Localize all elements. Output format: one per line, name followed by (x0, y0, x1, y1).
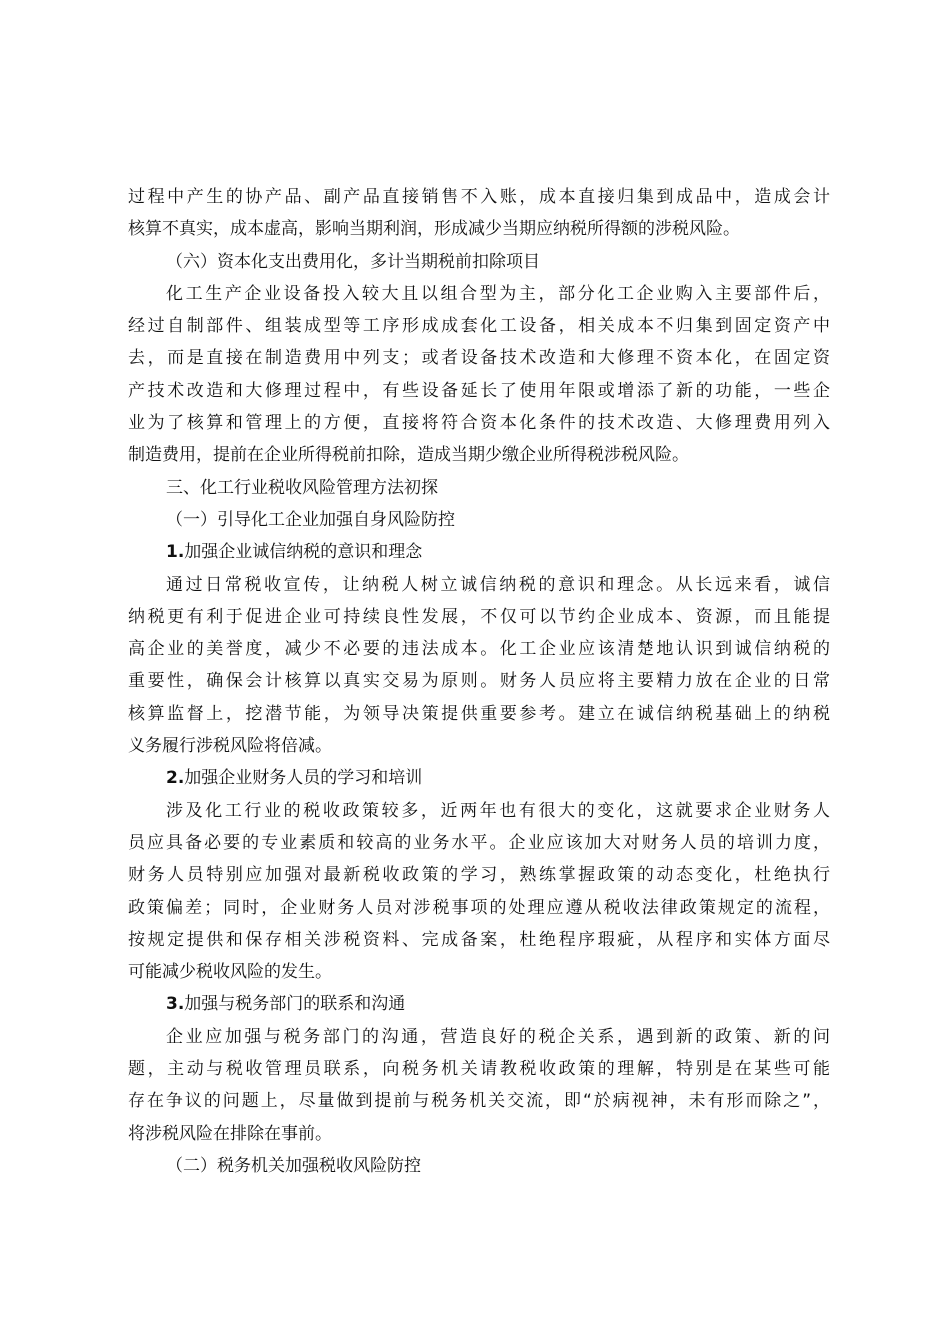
paragraph-line: 核算不真实，成本虚高，影响当期利润，形成减少当期应纳税所得额的涉税风险。 (128, 219, 740, 240)
paragraph-line: 去，而是直接在制造费用中列支；或者设备技术改造和大修理不资本化，在固定资 (128, 348, 830, 369)
paragraph-line: 经过自制部件、组装成型等工序形成成套化工设备，相关成本不归集到固定资产中 (128, 316, 830, 337)
subsection-title: 加强与税务部门的联系和沟通 (184, 994, 406, 1015)
paragraph-line: 高企业的美誉度，减少不必要的违法成本。化工企业应该清楚地认识到诚信纳税的 (128, 639, 830, 660)
subsection-number: 1. (166, 542, 185, 563)
paragraph-line: 过程中产生的协产品、副产品直接销售不入账，成本直接归集到成品中，造成会计 (128, 187, 830, 207)
document-page (128, 181, 830, 1182)
paragraph-line: 义务履行涉税风险将倍减。 (128, 736, 332, 757)
section-heading-2: （二）税务机关加强税收风险防控 (166, 1155, 421, 1176)
paragraph-line: 可能减少税收风险的发生。 (128, 962, 332, 983)
paragraph-line: 重要性，确保会计核算以真实交易为原则。财务人员应将主要精力放在企业的日常 (128, 671, 830, 692)
paragraph-line: 将涉税风险在排除在事前。 (128, 1123, 332, 1144)
subsection-title: 加强企业财务人员的学习和培训 (184, 768, 423, 789)
paragraph-line: 业为了核算和管理上的方便，直接将符合资本化条件的技术改造、大修理费用列入 (128, 413, 830, 434)
paragraph-line: 存在争议的问题上，尽量做到提前与税务机关交流，即“於病视神，未有形而除之”， (128, 1091, 830, 1112)
subsection-heading-3 (128, 988, 830, 1020)
paragraph-line: 产技术改造和大修理过程中，有些设备延长了使用年限或增添了新的功能，一些企 (128, 380, 830, 401)
paragraph-line: 员应具备必要的专业素质和较高的业务水平。企业应该加大对财务人员的培训力度， (128, 832, 830, 853)
paragraph-line: 政策偏差；同时，企业财务人员对涉税事项的处理应遵从税收法律政策规定的流程， (128, 897, 830, 918)
subsection-number: 2. (166, 768, 185, 789)
paragraph-line: 按规定提供和保存相关涉税资料、完成备案，杜绝程序瑕疵，从程序和实体方面尽 (128, 929, 830, 950)
subsection-heading-1 (128, 536, 830, 568)
paragraph-line: 涉及化工行业的税收政策较多，近两年也有很大的变化，这就要求企业财务人 (166, 800, 830, 821)
section-heading-6: （六）资本化支出费用化，多计当期税前扣除项目 (166, 251, 540, 272)
paragraph-line: 企业应加强与税务部门的沟通，营造良好的税企关系，遇到新的政策、新的问 (166, 1026, 830, 1047)
section-heading-1: （一）引导化工企业加强自身风险防控 (166, 509, 455, 530)
chapter-heading-3: 三、化工行业税收风险管理方法初探 (166, 477, 438, 498)
subsection-title: 加强企业诚信纳税的意识和理念 (184, 542, 423, 563)
paragraph-line: 核算监督上，挖潜节能，为领导决策提供重要参考。建立在诚信纳税基础上的纳税 (128, 703, 830, 724)
paragraph-line: 纳税更有利于促进企业可持续良性发展，不仅可以节约企业成本、资源，而且能提 (128, 606, 830, 627)
subsection-number: 3. (166, 994, 185, 1015)
paragraph-line: 财务人员特别应加强对最新税收政策的学习，熟练掌握政策的动态变化，杜绝执行 (128, 865, 830, 886)
paragraph-line: 题，主动与税收管理员联系，向税务机关请教税收政策的理解，特别是在某些可能 (128, 1059, 830, 1080)
paragraph-line: 化工生产企业设备投入较大且以组合型为主，部分化工企业购入主要部件后， (166, 283, 830, 304)
paragraph-line: 通过日常税收宣传，让纳税人树立诚信纳税的意识和理念。从长远来看，诚信 (166, 574, 830, 595)
subsection-heading-2 (128, 762, 830, 794)
paragraph-line: 制造费用，提前在企业所得税前扣除，造成当期少缴企业所得税涉税风险。 (128, 445, 689, 466)
